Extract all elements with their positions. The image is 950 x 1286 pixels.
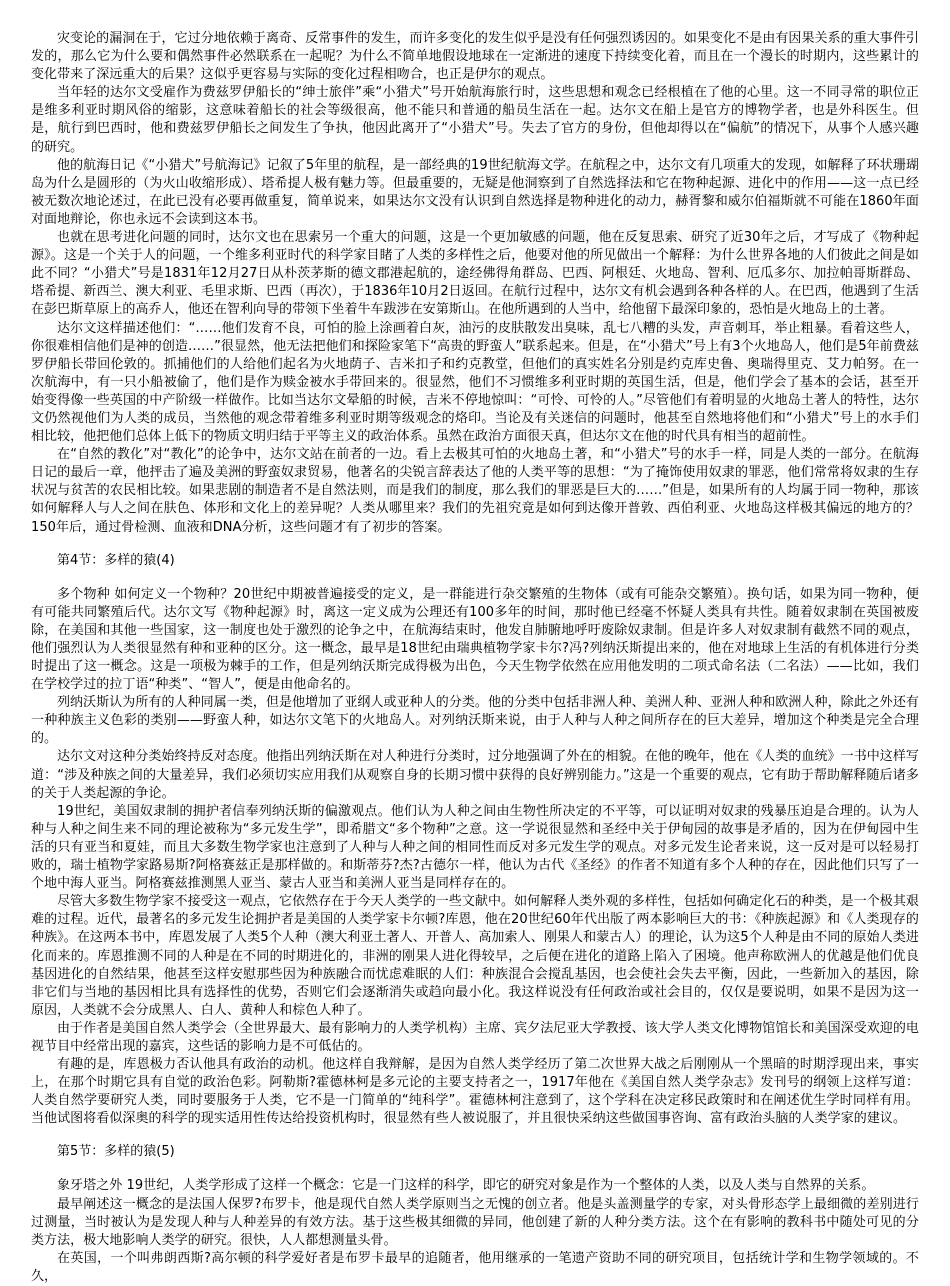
paragraph-human-question: 也就在思考进化问题的同时，达尔文也在思索另一个重大的问题，这是一个更加敏感的问题，他在反复思索、研究了近30年之后，才写成了《物种起源》。这是一个关于人的问题，一个维多利亚时代的科学家目睹了人类的多样性之后，他要对他的所见做出一个解释：为什么世界各地的人们彼此之间是如此不同？“小猎犬”号是1831年12月27日从朴茨茅斯的德文郡港起航的，途经佛得角群岛、巴西、阿根廷、火地岛、智利、厄瓜多尔、加拉帕哥斯群岛、塔希提、新西兰、澳大利亚、毛里求斯、巴西（再次），于1836年10月2日返回。在航行过程中，达尔文有机会遇到各种各样的人。在巴西，他遇到了生活在彭巴斯草原上的高乔人，他还在智利向导的带领下坐着牛车跋涉在安第斯山。在他所遇到的人当中，给他留下最深印象的，恐怕是火地岛上的土著。 [31, 230, 919, 318]
section-heading-5: 第5节：多样的猿(5) [57, 1144, 175, 1160]
paragraph-coon: 尽管大多数生物学家不接受这一观点，它依然存在于今天人类学的一些文献中。如何解释人类外观的多样性，包括如何确定化石的种类，是一个极其艰难的过程。近代，最著名的多元发生论拥护者是美国的人类学家卡尔顿?库恩，他在20世纪60年代出版了两本影响巨大的书：《种族起源》和《人类现存的种族》。在这两本书中，库恩发展了人类5个人种（澳大利亚土著人、开普人、高加索人、刚果人和蒙古人）的理论，认为这5个人种是由不同的原始人类进化而来的。库恩推测不同的人种是在不同的时期进化的，非洲的刚果人进化得较早，之后便在进化的道路上陷入了困境。他声称欧洲人的优越是他们优良基因进化的自然结果，他甚至这样安慰那些因为种族融合而忧虑难眠的人们：种族混合会搅乱基因，也会使社会失去平衡，因此，一些新加入的基因，除非它们与当地的基因相比具有选择性的优势，否则它们会逐渐消失或趋向最小化。我这样说没有任何政治或社会目的，仅仅是要说明，如果不是因为这一原因，人类就不会分成黑人、白人、黄种人和棕色人种了。 [31, 894, 919, 1018]
paragraph-nature-nurture: 在“自然的教化”对“教化”的论争中，达尔文站在前者的一边。看上去极其可怕的火地岛土著，和“小猎犬”号的水手一样，同是人类的一部分。在航海日记的最后一章，他抨击了遍及美洲的野蛮奴隶贸易，他著名的尖锐言辞表达了他的人类平等的思想：“为了掩饰使用奴隶的罪恶，他们常常将奴隶的生存状况与贫苦的农民相比较。如果悲剧的制造者不是自然法则，而是我们的制度，那么我们的罪恶是巨大的……”但是，如果所有的人均属于同一物种，那该如何解释人与人之间在肤色、体形和文化上的差异呢？人类从哪里来？我们的先祖究竟是如何到达像开普敦、西伯利亚、火地岛这样极其偏远的地方的？150年后，通过骨检测、血液和DNA分析，这些问题才有了初步的答案。 [31, 447, 919, 535]
paragraph-galton: 在英国，一个叫弗朗西斯?高尔顿的科学爱好者是布罗卡最早的追随者，他用继承的一笔遗产资助不同的研究项目，包括统计学和生物学领域的。不久， [31, 1250, 919, 1284]
section-heading-4: 第4节：多样的猿(4) [57, 552, 175, 568]
paragraph-broca: 最早阐述这一概念的是法国人保罗?布罗卡，他是现代自然人类学原则当之无愧的创立者。他是头盖测量学的专家，对头骨形态学上最细微的差别进行过测量，当时被认为是发现人种与人种差异的有效方法。基于这些极其细微的异同，他创建了新的人种分类方法。这个在有影响的教科书中随处可见的分类方法，极大地影响人类学的研究。很快，人人都想测量头骨。 [31, 1196, 919, 1248]
paragraph-linnaeus-classes: 列纳沃斯认为所有的人种同属一类，但是他增加了亚纲人或亚种人的分类。他的分类中包括非洲人种、美洲人种、亚洲人种和欧洲人种，除此之外还有一种种族主义色彩的类别——野蛮人种，如达尔文笔下的火地岛人。对列纳沃斯来说，由于人种与人种之间所存在的巨大差异，增加这个种类是完全合理的。 [31, 695, 919, 747]
paragraph-catastrophism: 灾变论的漏洞在于，它过分地依赖于离奇、反常事件的发生，而许多变化的发生似乎是没有任何强烈诱因的。如果变化不是由有因果关系的重大事件引发的，那么它为什么要和偶然事件必然联系在一起呢？为什么不简单地假设地球在一定渐进的速度下持续变化着，而且在一个漫长的时期内，这些累计的变化带来了深远重大的后果？这似乎更容易与实际的变化过程相吻合，也正是伊尔的观点。 [31, 31, 919, 83]
paragraph-voyage-journal: 他的航海日记《“小猎犬”号航海记》记叙了5年里的航程，是一部经典的19世纪航海文学。在航程之中，达尔文有几项重大的发现，如解释了环状珊瑚岛为什么是圆形的（为火山收缩形成）、塔希提人极有魅力等。但最重要的，无疑是他洞察到了自然选择法和它在物种起源、进化中的作用——这一点已经被无数次地论述过，在此已没有必要再做重复，简单说来，如果达尔文没有认识到自然选择是物种进化的动力，赫胥黎和威尔伯福斯就不可能在1860年面对面地辩论，你也永远不会读到这本书。 [31, 157, 919, 227]
paragraph-ivory-tower: 象牙塔之外 19世纪，人类学形成了这样一个概念：它是一门这样的科学，即它的研究对象是作为一个整体的人类，以及人类与自然界的关系。 [57, 1178, 875, 1194]
paragraph-political-motives: 有趣的是，库恩极力否认他具有政治的动机。他这样自我辩解，是因为自然人类学经历了第二次世界大战之后刚刚从一个黑暗的时期浮现出来，事实上，在那个时期它具有自觉的政治色彩。阿勒斯?霍德林柯是多元论的主要支持者之一，1917年他在《美国自然人类学杂志》发刊号的纲领上这样写道：人类自然学要研究人类，同时要服务于人类，它不是一门简单的“纯科学”。霍德林柯注意到了，这个学科在决定移民政策时和在阐述优生学时同样有用。当他试图将看似深奥的科学的现实适用性传达给投资机构时，很显然有些人被说服了，并且很快采纳这些做国事咨询、富有政治头脑的人类学家的建议。 [31, 1057, 919, 1127]
paragraph-beagle-voyage: 当年轻的达尔文受雇作为费兹罗伊船长的“绅士旅伴”乘“小猎犬”号开始航海旅行时，这些思想和观念已经根植在了他的心里。这一不同寻常的职位正是维多利亚时期风俗的缩影，这意味着船长的社会等级很高，他不能只和普通的船员生活在一起。达尔文在船上是官方的博物学者，也是外科医生。但是，航行到巴西时，他和费兹罗伊船长之间发生了争执，他因此离开了“小猎犬”号。失去了官方的身份，但他却得以在“偏航”的情况下，从事个人感兴趣的研究。 [31, 85, 919, 155]
paragraph-fuegians: 达尔文这样描述他们：“……他们发育不良，可怕的脸上涂画着白灰，油污的皮肤散发出臭味，乱七八糟的头发，声音刺耳，举止粗暴。看着这些人，你很难相信他们是神的创造……”很显然，他无法把他们和探险家笔下“高贵的野蛮人”联系起来。但是，在“小猎犬”号上有3个火地岛人，他们是5年前费兹罗伊船长带回伦敦的。抓捕他们的人给他们起名为火地荫子、吉米扣子和约克教堂，但他们的真实姓名分别是约克库史鲁、奥瑞得里克、艾力帕努。在一次航海中，有一只小船被偷了，他们是作为赎金被水手带回来的。很显然，他们不习惯维多利亚时期的英国生活，但是，他们学会了基本的会话，甚至开始变得像一些英国的中产阶级一样做作。比如当达尔文晕船的时候，吉米不停地惊叫：“可怜、可怜的人。”尽管他们有着明显的火地岛土著人的特性，达尔文仍然视他们为人类的成员，当然他的观念带着维多利亚时期等级观念的烙印。当论及有关迷信的问题时，他甚至自然地将他们和“小猎犬”号上的水手们相比较，他把他们总体上低下的物质文明归结于平等主义的政治体系。虽然在政治方面很天真，但达尔文在他的时代具有相当的超前性。 [31, 320, 919, 445]
paragraph-polygenism: 19世纪，美国奴隶制的拥护者信奉列纳沃斯的偏激观点。他们认为人种之间由生物性所决定的不平等，可以证明对奴隶的残暴压迫是合理的。认为人种与人种之间生来不同的理论被称为“多元发生学”，即希腊文“多个物种”之意。这一学说很显然和圣经中关于伊甸园的故事是矛盾的，因为在伊甸园中生活的只有亚当和夏娃，而且大多数生物学家也注意到了人种与人种之间的相同性而反对多元发生学的观点。对多元发生论者来说，这一反对是可以轻易打败的，瑞士植物学家路易斯?阿格赛兹正是那样做的。和斯蒂芬?杰?古德尔一样，他认为古代《圣经》的作者不知道有多个人种的存在，因此他们只写了一个地中海人亚当。阿格赛兹推测黑人亚当、蒙古人亚当和美洲人亚当是同样存在的。 [31, 803, 919, 892]
paragraph-author-influence: 由于作者是美国自然人类学会（全世界最大、最有影响力的人类学机构）主席、宾夕法尼亚大学教授、该大学人类文化博物馆馆长和美国深受欢迎的电视节目中经常出现的嘉宾，这些话的影响力是不可低估的。 [31, 1020, 919, 1054]
paragraph-darwin-opposition: 达尔文对这种分类始终持反对态度。他指出列纳沃斯在对人种进行分类时，过分地强调了外在的相貌。在他的晚年，他在《人类的血统》一书中这样写道：“涉及种族之间的大量差异，我们必须切实应用我们从观察自身的长期习惯中获得的良好辨别能力。”这是一个重要的观点，它有助于帮助解释随后诸多的关于人类起源的争论。 [31, 749, 919, 801]
paragraph-species-definition: 多个物种 如何定义一个物种？20世纪中期被普遍接受的定义，是一群能进行杂交繁殖的生物体（或有可能杂交繁殖）。换句话，如果为同一物种，便有可能共同繁殖后代。达尔文写《物种起源》时，离这一定义成为公理还有100多年的时间，那时他已经毫不怀疑人类具有共性。随着奴隶制在英国被废除，在美国和其他一些国家，这一制度也处于激烈的论争之中，在航海结束时，他发自肺腑地呼吁废除奴隶制。但是许多人对奴隶制有截然不同的观点，他们强烈认为人类很显然有种和亚种的区分。这一概念，最早是18世纪由瑞典植物学家卡尔?冯?列纳沃斯提出来的，他在对地球上生活的有机体进行分类时提出了这一概念。这是一项极为棘手的工作，但是列纳沃斯完成得极为出色，今天生物学依然在应用他发明的二项式命名法（二名法）——比如，我们在学校学过的拉丁语“种类”、“智人”，便是由他命名的。 [31, 586, 919, 693]
